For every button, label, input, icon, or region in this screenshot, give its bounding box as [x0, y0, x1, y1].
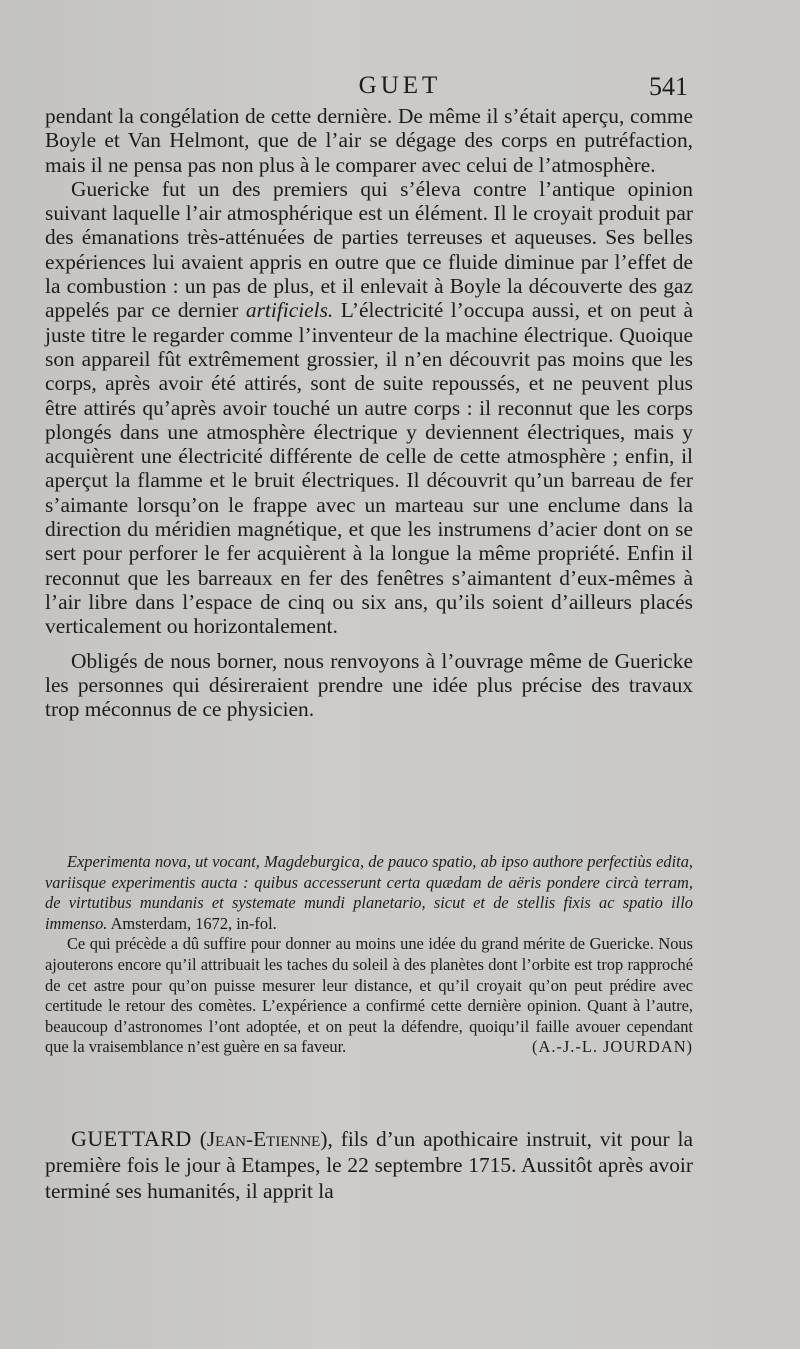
article-text: , fils d’un apothicaire instruit, vit pour la première fois le jour à Etampes, le 22 septembre 1715. Aussitôt après avoir terminé ses humanités, il apprit la: [45, 1127, 693, 1203]
paragraph-conclusion: Obligés de nous borner, nous renvoyons à l’ouvrage même de Guericke les personnes qui désireraient prendre une idée plus précise des travaux trop méconnus de ce physicien.: [45, 648, 693, 722]
page-number: 541: [649, 72, 688, 101]
article-guettard: [45, 1126, 693, 1204]
notes-section: [45, 852, 693, 1058]
next-article: [45, 1126, 693, 1204]
running-title: GUET: [358, 72, 442, 99]
paragraph-text-b: L’électricité l’occupa aussi, et on peut à juste titre le regarder comme l’inventeur de la machine électrique. Quoique son appareil fût extrêmement grossier, il n’en découvrit pas moins que les corps, après avoir été attirés, sont de suite repoussés, et ne peuvent plus être attirés qu’après avoir touché un autre corps : il reconnut que les corps plongés dans une atmosphère électrique y deviennent électriques, mais y acquièrent une électricité différente de celle de cette atmosphère ; enfin, il aperçut la flamme et le bruit électriques. Il découvrit qu’un barreau de fer s’aimante lorsqu’on le frappe avec un marteau sur une enclume dans la direction du méridien magnétique, et que les instrumens d’acier dont on se sert pour perforer le fer acquièrent à la longue la même propriété. Enfin il reconnut que les barreaux en fer des fenêtres s’aimantent d’eux-mêmes à l’air libre dans l’espace de cinq ou six ans, qu’ils soient d’ailleurs placés verticalement ou horizontalement.: [45, 298, 693, 639]
article-headword: GUETTARD: [71, 1126, 192, 1151]
bibliography-entry: [45, 852, 693, 934]
note-comment: [45, 934, 693, 1058]
paragraph-guericke-experiments: [45, 177, 693, 639]
page-header: [0, 72, 800, 106]
author-signature: (A.-J.-L. JOURDAN): [532, 1037, 693, 1057]
note-comment-text: Ce qui précède a dû suffire pour donner au moins une idée du grand mérite de Guericke. Nous ajouterons encore qu’il attribuait les taches du soleil à des planètes dont l’orbite est trop rapproché de cet astre pour qu’on puisse mesurer leur distance, et qu’il croyait qu’on peut prédire avec certitude le retour des comètes. L’expérience a confirmé cette dernière opinion. Quant à l’autre, beaucoup d’astronomes l’ont adoptée, et on peut la défendre, quoiqu’il faille avouer cependant que la vraisemblance n’est guère en sa faveur.: [45, 934, 693, 1057]
emphasis-artificiels: artificiels.: [245, 298, 334, 323]
bibliography-imprint: Amsterdam, 1672, in-fol.: [107, 913, 277, 933]
article-firstname: (Jean-Etienne): [199, 1127, 328, 1151]
bibliography-title: Experimenta nova, ut vocant, Magdeburgica, de pauco spatio, ab ipso authore perfectiùs edita, variisque experimentis aucta : quibus accesserunt certa quædam de aëris pondere circà terram, de virtutibus mundanis et systemate mundi planetario, sicut et de stellis fixis ac spatio illo immenso.: [45, 852, 693, 933]
main-text: [45, 104, 693, 721]
paragraph-text-a: Guericke fut un des premiers qui s’éleva contre l’antique opinion suivant laquelle l’air atmosphérique est un élément. Il le croyait produit par des émanations très-atténuées de parties terreuses et aqueuses. Ses belles expériences lui avaient appris en outre que ce fluide diminue par l’effet de la combustion : un pas de plus, et il enlevait à Boyle la découverte des gaz appelés par ce dernier: [45, 176, 693, 323]
paragraph-continuation: pendant la congélation de cette dernière. De même il s’était aperçu, comme Boyle et Van Helmont, que de l’air se dégage des corps en putréfaction, mais il ne pensa pas non plus à le comparer avec celui de l’atmosphère.: [45, 104, 693, 177]
